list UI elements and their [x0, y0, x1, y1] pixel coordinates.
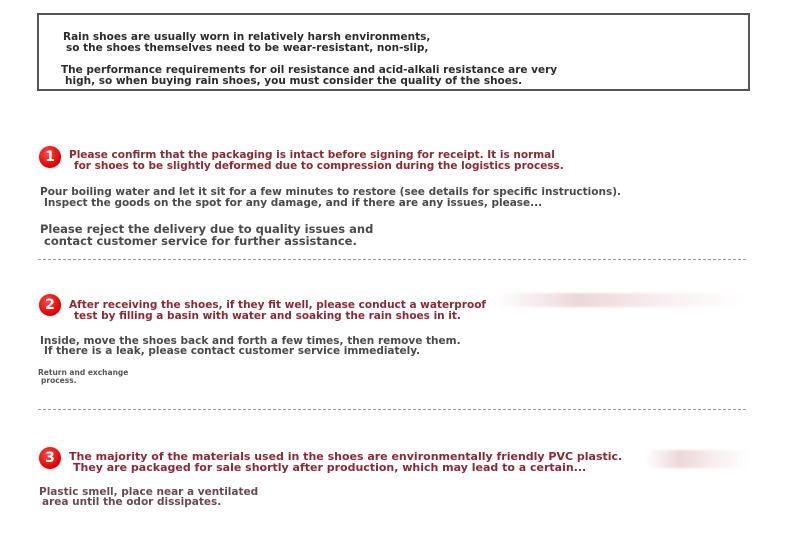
step-2-number-badge: 2 [39, 294, 61, 316]
step-3-body-line-1: Plastic smell, place near a ventilated [39, 486, 259, 498]
intro-line-2: so the shoes themselves need to be wear-resistant, non-slip, [66, 42, 429, 54]
step-1-body-line-2: Inspect the goods on the spot for any damage, and if there are any issues, please... [44, 197, 543, 209]
step-3-number-badge: 3 [39, 447, 61, 469]
step-1-title-line-1: Please confirm that the packaging is intact before signing for receipt. It is normal [69, 149, 555, 161]
step-1-number-badge: 1 [39, 146, 61, 168]
intro-line-1: Rain shoes are usually worn in relatively harsh environments, [63, 31, 431, 43]
divider-1 [38, 259, 746, 260]
step-3-title-line-1: The majority of the materials used in the shoes are environmentally friendly PVC plastic. [69, 450, 623, 463]
intro-line-3: The performance requirements for oil resistance and acid-alkali resistance are very [61, 64, 558, 76]
step-1-body-line-1: Pour boiling water and let it sit for a few minutes to restore (see details for specific instructions). [40, 186, 621, 198]
step-3-title-line-2: They are packaged for sale shortly after production, which may lead to a certain... [73, 461, 587, 474]
step-2-note-line-2: process. [41, 376, 77, 385]
divider-2 [38, 409, 746, 410]
step-2-body-line-1: Inside, move the shoes back and forth a few times, then remove them. [40, 335, 461, 347]
step-2-note-line-1: Return and exchange [38, 368, 129, 377]
step-3-body-line-2: area until the odor dissipates. [42, 496, 222, 508]
intro-box [37, 13, 750, 91]
decorative-smudge-2 [495, 293, 745, 307]
step-1-body-line-4: contact customer service for further assistance. [44, 234, 357, 248]
intro-line-4: high, so when buying rain shoes, you must consider the quality of the shoes. [65, 75, 523, 87]
decorative-smudge-3 [645, 450, 750, 468]
step-2-title-line-1: After receiving the shoes, if they fit well, please conduct a waterproof [69, 299, 486, 311]
step-2-title-line-2: test by filling a basin with water and soaking the rain shoes in it. [74, 310, 461, 322]
step-1-title-line-2: for shoes to be slightly deformed due to compression during the logistics process. [74, 160, 564, 172]
step-1-body-line-3: Please reject the delivery due to quality issues and [40, 222, 374, 236]
step-2-body-line-2: If there is a leak, please contact customer service immediately. [44, 345, 421, 357]
